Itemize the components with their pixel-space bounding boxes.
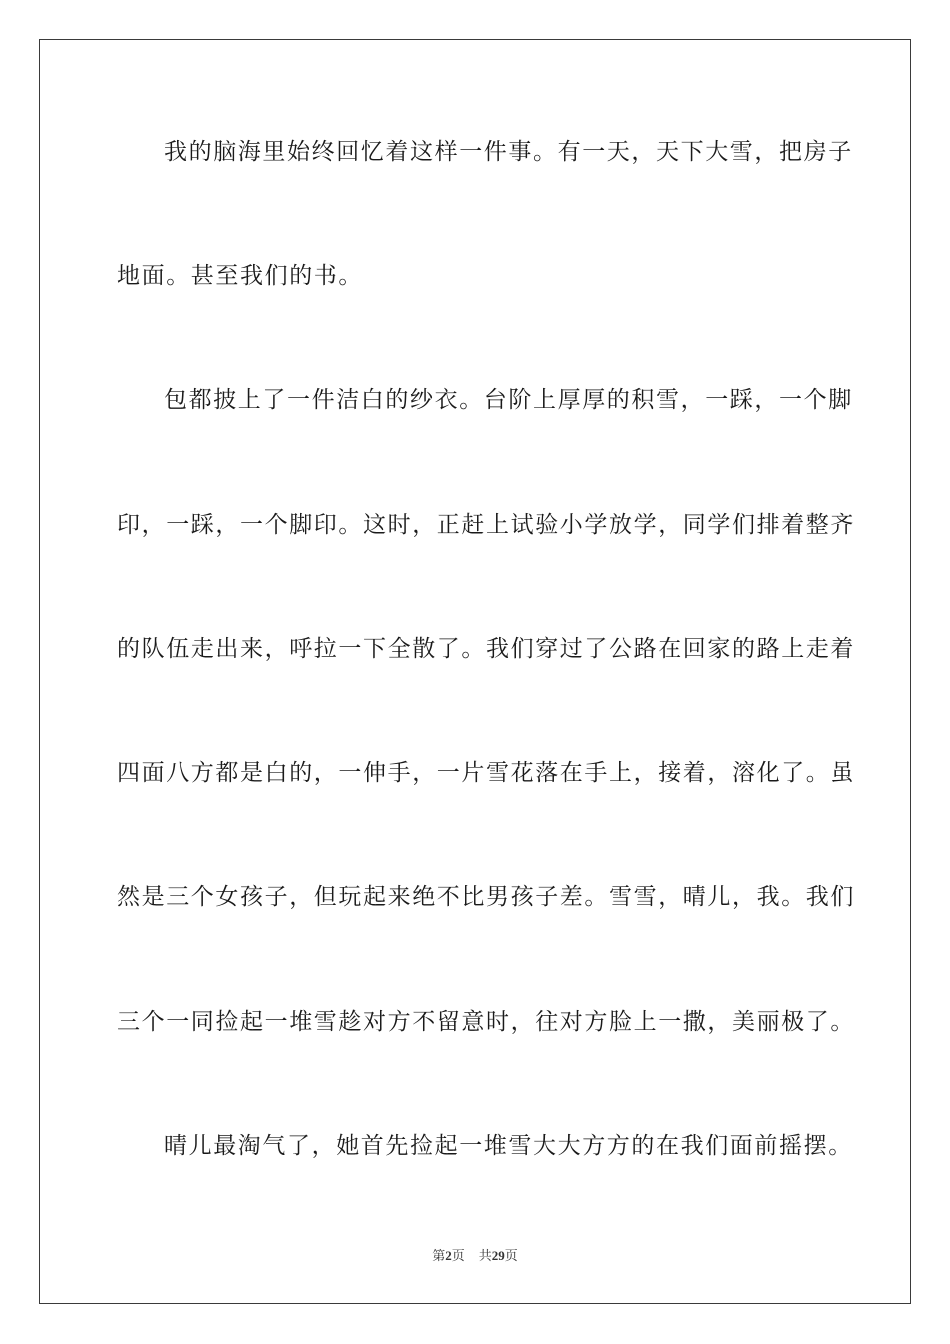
text-line: 然是三个女孩子，但玩起来绝不比男孩子差。雪雪，晴儿，我。我们: [117, 884, 855, 910]
page-number: 2: [445, 1248, 452, 1263]
text-line: 地面。甚至我们的书。: [117, 263, 363, 289]
text-line: 四面八方都是白的，一伸手，一片雪花落在手上，接着，溶化了。虽: [117, 760, 855, 786]
page-suffix: 页: [451, 1249, 465, 1264]
text-line: 印，一踩，一个脚印。这时，正赶上试验小学放学，同学们排着整齐: [117, 512, 855, 538]
total-suffix: 页: [504, 1249, 518, 1264]
total-prefix: 共: [478, 1249, 492, 1264]
page-border: [39, 39, 911, 1304]
text-line: 晴儿最淘气了，她首先捡起一堆雪大大方方的在我们面前摇摆。: [164, 1133, 853, 1159]
page-footer: [0, 1246, 950, 1267]
text-line: 三个一同捡起一堆雪趁对方不留意时，往对方脸上一撒，美丽极了。: [117, 1009, 855, 1035]
page-prefix: 第: [432, 1249, 446, 1264]
text-line: 包都披上了一件洁白的纱衣。台阶上厚厚的积雪，一踩，一个脚: [164, 387, 853, 413]
text-line: 的队伍走出来，呼拉一下全散了。我们穿过了公路在回家的路上走着: [117, 636, 855, 662]
total-pages: 29: [491, 1248, 505, 1263]
text-line: 我的脑海里始终回忆着这样一件事。有一天，天下大雪，把房子: [164, 139, 853, 165]
